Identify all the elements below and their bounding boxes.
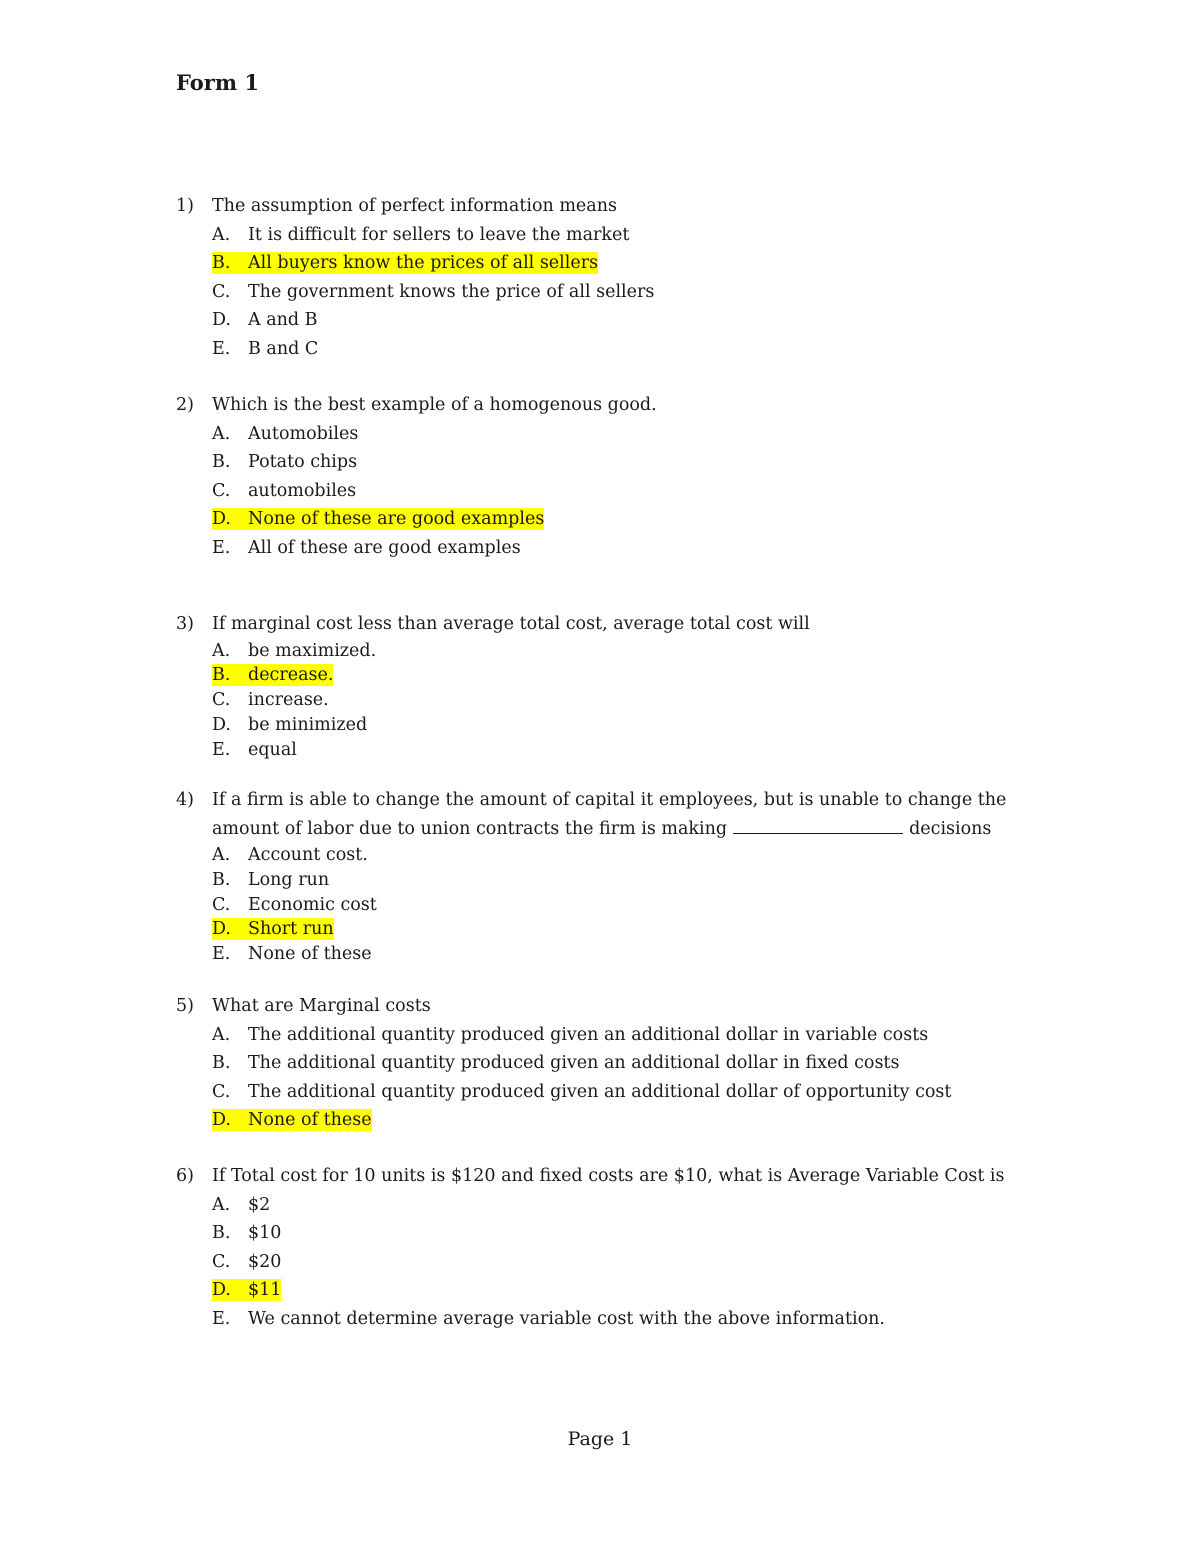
option-letter: D. [212,509,231,529]
option-letter: E. [212,944,231,965]
question-prompt: If Total cost for 10 units is $120 and fixed costs are $10, what is Average Variable Cost is [212,1166,1005,1186]
option-text: All of these are good examples [248,537,521,558]
answer-option-c [176,1078,1016,1107]
option-text: $2 [248,1194,271,1215]
option-text: All buyers know the prices of all sellers [248,253,599,273]
option-letter: A. [212,1024,231,1045]
highlighted-answer [212,252,598,274]
question-2 [176,391,1016,562]
question-prompt: If a firm is able to change the amount of capital it employees, but is unable to change the [212,790,1007,810]
answer-option-b [176,1219,1016,1248]
answer-option-d [176,1106,1016,1135]
question-text [176,391,1016,420]
option-letter: E. [212,537,231,558]
answer-option-b [176,663,1016,688]
question-prompt: If marginal cost less than average total cost, average total cost will [212,614,810,634]
question-number: 4) [176,790,194,810]
option-text: The additional quantity produced given an additional dollar in fixed costs [248,1053,900,1073]
option-letter: C. [212,480,231,501]
answer-option-e [176,335,1016,364]
option-letter: B. [212,1053,231,1073]
option-letter: B. [212,253,231,273]
option-letter: C. [212,690,231,711]
option-letter: C. [212,281,231,302]
answer-option-d [176,917,1016,942]
option-text: Automobiles [248,423,359,444]
question-prompt: The assumption of perfect information means [212,196,617,216]
question-prompt: What are Marginal costs [212,996,431,1016]
option-text: None of these are good examples [248,509,545,529]
option-letter: A. [212,423,231,444]
question-number: 3) [176,614,194,634]
option-letter: A. [212,640,231,661]
option-text: $11 [248,1280,282,1300]
answer-option-b [176,448,1016,477]
option-text: automobiles [248,480,357,501]
option-letter: D. [212,714,231,735]
answer-option-d [176,713,1016,738]
option-letter: A. [212,224,231,245]
option-letter: E. [212,739,231,760]
question-6 [176,1162,1016,1333]
answer-option-e [176,534,1016,563]
option-text: $20 [248,1251,282,1272]
answer-option-e [176,942,1016,967]
option-letter: B. [212,452,231,472]
answer-option-e [176,1305,1016,1334]
question-prompt-part: amount of labor due to union contracts the firm is making [212,818,728,839]
option-text: increase. [248,690,329,711]
question-text [176,992,1016,1021]
option-letter: C. [212,894,231,915]
answer-option-b [176,249,1016,278]
question-number: 1) [176,196,194,216]
answer-option-b [176,1049,1016,1078]
answer-option-a [176,420,1016,449]
option-letter: A. [212,1194,231,1215]
option-text: Long run [248,869,330,890]
answer-option-c [176,893,1016,918]
option-text: be maximized. [248,640,377,661]
option-text: The additional quantity produced given an additional dollar in variable costs [248,1024,929,1045]
option-text: $10 [248,1223,282,1243]
highlighted-answer [212,1109,372,1131]
answer-option-e [176,738,1016,763]
answer-option-d [176,505,1016,534]
option-letter: A. [212,845,231,865]
option-letter: B. [212,665,231,686]
page-number: Page 1 [567,1428,633,1450]
option-letter: B. [212,869,231,890]
option-text: The additional quantity produced given an additional dollar of opportunity cost [248,1081,952,1102]
answer-option-d [176,306,1016,335]
question-3 [176,610,1016,762]
question-number: 2) [176,395,194,415]
answer-option-c [176,1248,1016,1277]
answer-option-a [176,1191,1016,1220]
option-text: It is difficult for sellers to leave the market [248,224,630,245]
option-text: Potato chips [248,452,358,472]
option-letter: C. [212,1081,231,1102]
option-text: equal [248,739,297,760]
question-text [176,786,1016,815]
option-letter: E. [212,1308,231,1329]
highlighted-answer [212,1279,281,1301]
answer-option-a [176,843,1016,868]
answer-option-b [176,868,1016,893]
question-number: 6) [176,1166,194,1186]
option-text: A and B [248,310,318,330]
question-text [176,192,1016,221]
option-text: None of these [248,1110,372,1130]
question-5 [176,992,1016,1135]
option-letter: D. [212,1280,231,1300]
option-text: be minimized [248,714,368,735]
option-letter: D. [212,1110,231,1130]
option-letter: C. [212,1251,231,1272]
answer-option-a [176,221,1016,250]
question-4 [176,786,1016,967]
form-title: Form 1 [176,70,259,95]
option-text: B and C [248,338,319,359]
option-letter: D. [212,919,231,940]
option-letter: E. [212,338,231,359]
question-text [176,1162,1016,1191]
option-text: We cannot determine average variable cost with the above information. [248,1308,885,1329]
answer-option-a [176,639,1016,664]
question-text [176,610,1016,639]
highlighted-answer [212,918,334,940]
option-text: Account cost. [248,845,368,865]
answer-option-d [176,1276,1016,1305]
answer-option-c [176,278,1016,307]
option-text: Economic cost [248,894,377,915]
highlighted-answer [212,508,544,530]
fill-in-blank [733,817,903,834]
answer-option-c [176,688,1016,713]
answer-option-c [176,477,1016,506]
answer-option-a [176,1021,1016,1050]
option-letter: B. [212,1223,231,1243]
option-text: decrease. [248,665,334,686]
highlighted-answer [212,664,333,686]
question-number: 5) [176,996,194,1016]
question-1 [176,192,1016,363]
question-prompt-part: decisions [909,818,992,839]
option-letter: D. [212,310,231,330]
option-text: None of these [248,944,372,965]
option-text: The government knows the price of all sellers [248,281,655,302]
question-prompt: Which is the best example of a homogenous good. [212,395,657,415]
option-text: Short run [248,919,334,940]
question-text-continued [176,815,1016,844]
